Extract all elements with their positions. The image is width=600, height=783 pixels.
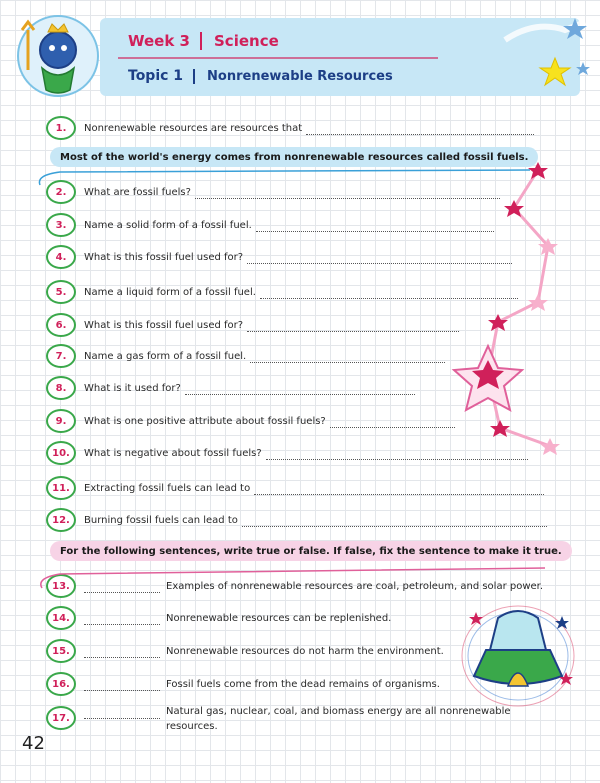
question-number: 8. [46, 376, 76, 400]
question-text: What is negative about fossil fuels? [84, 447, 262, 459]
question-text: Name a liquid form of a fossil fuel. [84, 286, 256, 298]
question-number: 1. [46, 116, 76, 140]
question-text: Burning fossil fuels can lead to [84, 514, 238, 526]
topic-label: Topic 1 [128, 68, 184, 84]
question-text: Nonrenewable resources are resources that [84, 122, 303, 134]
page-number: 42 [22, 733, 45, 754]
statement-text: Fossil fuels come from the dead remains of organisms. [166, 678, 440, 690]
intro-banner: Most of the world's energy comes from nonrenewable resources called fossil fuels. [50, 147, 538, 167]
question-number: 14. [46, 606, 76, 630]
question-text: What is this fossil fuel used for? [84, 319, 244, 331]
question-number: 12. [46, 508, 76, 532]
question-number: 2. [46, 180, 76, 204]
topic-title: Nonrenewable Resources [193, 69, 405, 84]
statement-text: Nonrenewable resources can be replenished. [166, 612, 392, 624]
question-number: 11. [46, 476, 76, 500]
question-number: 10. [46, 441, 76, 465]
question-text: Name a gas form of a fossil fuel. [84, 350, 247, 362]
statement-text: Nonrenewable resources do not harm the environment. [166, 645, 444, 657]
question-number: 5. [46, 280, 76, 304]
statement-text: Natural gas, nuclear, coal, and biomass energy are all nonrenewable resources. [166, 706, 511, 732]
question-number: 15. [46, 639, 76, 663]
question-text: What is one positive attribute about fossil fuels? [84, 415, 326, 427]
week-label: Week 3 [128, 32, 190, 50]
question-number: 13. [46, 574, 76, 598]
statement-text: Examples of nonrenewable resources are coal, petroleum, and solar power. [166, 580, 544, 592]
question-number: 3. [46, 213, 76, 237]
question-text: What are fossil fuels? [84, 186, 191, 198]
question-number: 9. [46, 409, 76, 433]
question-number: 4. [46, 245, 76, 269]
question-number: 6. [46, 313, 76, 337]
spaceship-illustration [458, 600, 578, 710]
question-text: Extracting fossil fuels can lead to [84, 482, 251, 494]
question-text: What is it used for? [84, 382, 181, 394]
question-text: Name a solid form of a fossil fuel. [84, 219, 252, 231]
question-number: 7. [46, 344, 76, 368]
question-text: What is this fossil fuel used for? [84, 251, 244, 263]
question-number: 17. [46, 706, 76, 730]
question-number: 16. [46, 672, 76, 696]
subject-label: Science [200, 32, 291, 50]
true-false-banner: For the following sentences, write true or false. If false, fix the sentence to make it true. [50, 541, 572, 561]
